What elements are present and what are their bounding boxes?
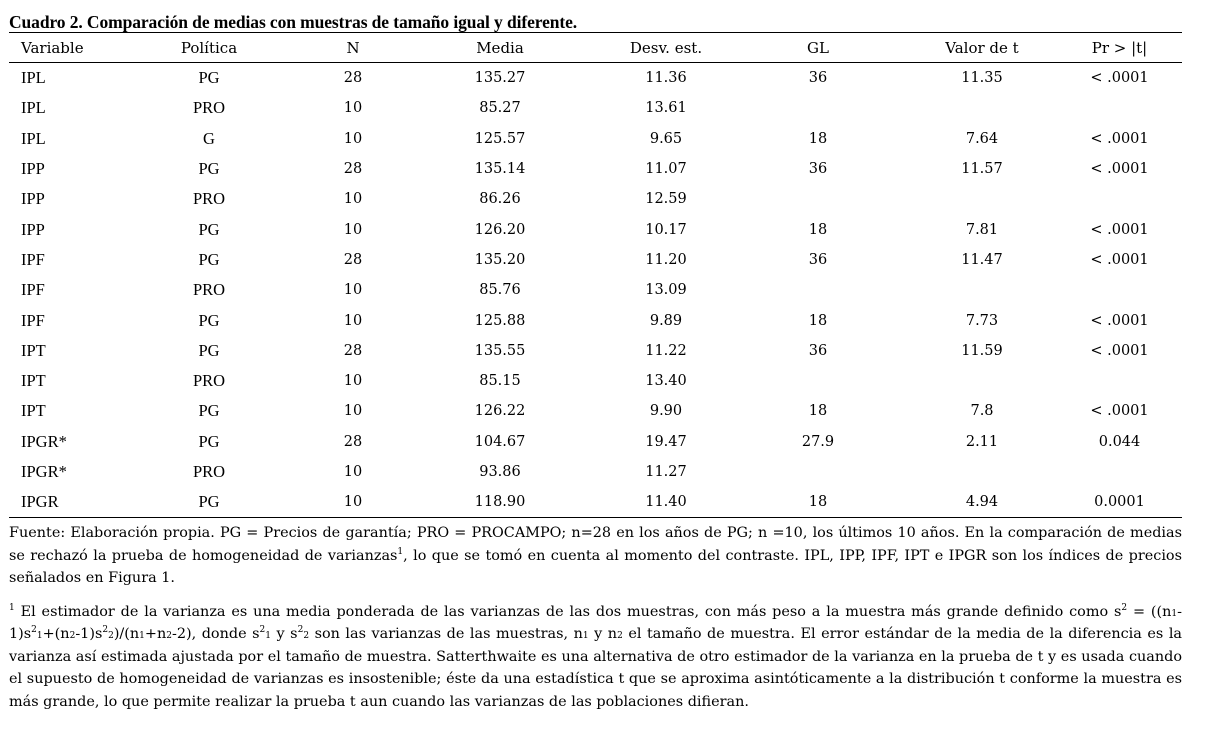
cell-pr-t: < .0001 <box>1090 403 1149 420</box>
cell-politica: PG <box>198 68 220 88</box>
cell-valor-t: 7.64 <box>965 130 999 147</box>
cell-valor-t <box>907 275 1057 305</box>
cell-desv-est: 11.20 <box>645 251 687 268</box>
cell-media: 125.57 <box>474 130 526 147</box>
cell-pr-t <box>1057 366 1182 396</box>
cell-desv-est: 19.47 <box>645 433 687 450</box>
cell-politica: PG <box>198 431 220 451</box>
cell-n: 28 <box>343 70 363 87</box>
fn-text: = ((n <box>1127 603 1172 620</box>
fn-sup: 2 <box>102 625 109 636</box>
col-header-n: N <box>309 33 397 63</box>
cell-gl: 18 <box>808 221 828 238</box>
cell-desv-est: 9.90 <box>649 403 683 420</box>
table-row <box>9 184 1182 214</box>
cell-desv-est: 10.17 <box>645 221 687 238</box>
table-row <box>9 305 1182 335</box>
cell-n: 28 <box>343 251 363 268</box>
cell-pr-t: < .0001 <box>1090 312 1149 329</box>
cell-variable: IPGR* <box>21 431 67 451</box>
cell-valor-t: 7.73 <box>965 312 999 329</box>
cell-n: 28 <box>343 342 363 359</box>
table-header-row <box>9 33 1182 63</box>
cell-media: 125.88 <box>474 312 526 329</box>
fn-sup: 2 <box>297 625 304 636</box>
cell-valor-t <box>907 366 1057 396</box>
table-row <box>9 124 1182 154</box>
fn-sub: 2 <box>108 631 114 642</box>
cell-pr-t: 0.0001 <box>1057 487 1182 518</box>
col-header-politica: Política <box>109 33 309 63</box>
cell-desv-est: 11.07 <box>645 161 687 178</box>
document <box>9 12 1182 713</box>
cell-gl: 36 <box>808 342 828 359</box>
table-row <box>9 154 1182 184</box>
cell-pr-t: < .0001 <box>1090 251 1149 268</box>
table-row <box>9 275 1182 305</box>
cell-pr-t: < .0001 <box>1090 70 1149 87</box>
fn-sub: 2 <box>69 631 76 642</box>
cell-valor-t: 7.8 <box>970 403 994 420</box>
cell-gl: 27.9 <box>801 433 835 450</box>
cell-media: 135.27 <box>474 70 526 87</box>
cell-pr-t: 0.044 <box>1098 433 1141 450</box>
footnote-1 <box>9 601 1182 714</box>
cell-gl <box>729 457 907 487</box>
cell-politica: PG <box>198 219 220 239</box>
cell-gl: 18 <box>729 487 907 518</box>
fn-sub: 1 <box>36 631 43 642</box>
fn-text: -2), donde s <box>171 626 260 643</box>
cell-desv-est: 13.61 <box>645 100 687 117</box>
col-header-gl: GL <box>729 33 907 63</box>
cell-valor-t: 7.81 <box>965 221 999 238</box>
cell-media: 126.22 <box>474 403 526 420</box>
footnote-ref-1: 1 <box>397 547 404 558</box>
cell-politica: PG <box>198 159 220 179</box>
cell-valor-t <box>907 93 1057 123</box>
table-row <box>9 366 1182 396</box>
cell-media: 135.55 <box>474 342 526 359</box>
cell-variable: IPF <box>21 310 45 330</box>
fn-text: y n <box>588 626 618 643</box>
cell-pr-t: < .0001 <box>1090 161 1149 178</box>
fn-sub: 1 <box>139 631 145 642</box>
cell-desv-est: 11.40 <box>603 487 729 518</box>
fn-text: el tamaño de muestra. El error estándar de la media de la diferencia es la varianza así estimada ajustada por el tamaño de muestra. Satterthwaite es una alternativa de otro estimador de la varianza en la prueba de t y es usada cuando el supuesto de homogeneidad de varianzas es insostenible; éste da una estadística t que se aproxima asintóticamente a la distribución t conforme la muestra es más grande, lo que permite realizar la prueba t aun cuando las varianzas de las poblaciones difieran. <box>9 626 1183 710</box>
cell-politica: PRO <box>192 280 226 300</box>
cell-n: 28 <box>343 433 363 450</box>
cell-media: 135.20 <box>474 251 526 268</box>
fn-sub: 1 <box>265 631 271 642</box>
cell-media: 118.90 <box>397 487 603 518</box>
cell-variable: IPT <box>21 371 46 391</box>
fn-text: )/(n <box>113 626 140 643</box>
table-row <box>9 214 1182 244</box>
cell-desv-est: 11.27 <box>645 464 687 480</box>
cell-pr-t: < .0001 <box>1090 221 1149 238</box>
cell-gl: 36 <box>808 70 828 87</box>
cell-variable: IPGR* <box>21 462 67 481</box>
cell-n: 10 <box>343 282 363 299</box>
cell-valor-t <box>907 457 1057 487</box>
cell-gl <box>729 366 907 396</box>
cell-gl <box>729 275 907 305</box>
means-comparison-table <box>9 32 1182 518</box>
cell-media: 85.15 <box>479 373 521 390</box>
cell-media: 86.26 <box>479 191 521 208</box>
fn-sub: 1 <box>582 631 589 642</box>
cell-politica: PRO <box>192 189 226 209</box>
fn-text: -1)s <box>9 603 1182 643</box>
cell-n: 10 <box>343 403 363 420</box>
cell-n: 10 <box>309 487 397 518</box>
cell-media: 104.67 <box>474 433 526 450</box>
fn-sub: 1 <box>1171 608 1178 619</box>
cell-politica: PG <box>109 487 309 518</box>
cell-n: 10 <box>343 221 363 238</box>
fn-text: y s <box>270 626 298 643</box>
cell-variable: IPT <box>21 401 46 421</box>
cell-n: 10 <box>343 100 363 117</box>
cell-variable: IPT <box>21 340 46 360</box>
cell-variable: IPGR <box>9 487 109 518</box>
cell-politica: PG <box>198 249 220 269</box>
cell-gl: 36 <box>808 161 828 178</box>
fn-sup: 2 <box>259 625 266 636</box>
cell-variable: IPL <box>21 128 46 148</box>
footnote-mark: 1 <box>9 603 15 614</box>
cell-media: 135.14 <box>474 161 526 178</box>
fn-text: El estimador de la varianza es una media ponderada de las varianzas de las dos muestras, con más peso a la muestra más grande definido como s <box>14 603 1122 620</box>
cell-gl <box>729 93 907 123</box>
cell-media: 85.76 <box>479 282 521 299</box>
table-row <box>9 457 1182 487</box>
col-header-desv-est: Desv. est. <box>603 33 729 63</box>
cell-gl: 36 <box>808 251 828 268</box>
table-row <box>9 487 1182 518</box>
table-title: Cuadro 2. Comparación de medias con muestras de tamaño igual y diferente. <box>9 12 578 32</box>
cell-desv-est: 9.89 <box>649 312 683 329</box>
fn-sup: 2 <box>31 625 37 636</box>
col-header-variable: Variable <box>9 33 109 63</box>
cell-pr-t: < .0001 <box>1090 342 1149 359</box>
cell-pr-t <box>1057 275 1182 305</box>
fn-sub: 2 <box>303 631 310 642</box>
table-row <box>9 93 1182 123</box>
table-row <box>9 336 1182 366</box>
cell-valor-t: 4.94 <box>907 487 1057 518</box>
fn-text: +n <box>144 626 167 643</box>
cell-desv-est: 13.40 <box>645 373 687 390</box>
fn-text: -1)s <box>75 626 103 643</box>
source-note-text-2: , lo que se tomó en cuenta al momento del contraste. IPL, IPP, IPF, IPT e IPGR son los índices de precios señalados en Figura 1. <box>9 547 1182 587</box>
cell-valor-t: 2.11 <box>965 433 999 450</box>
cell-desv-est: 11.22 <box>645 342 687 359</box>
cell-desv-est: 9.65 <box>649 130 683 147</box>
source-note-text-1: Fuente: Elaboración propia. PG = Precios de garantía; PRO = PROCAMPO; n=28 en los años de PG; n =10, los últimos 10 años. En la comparación de medias se rechazó la prueba de homogeneidad de varianzas <box>9 525 1182 564</box>
cell-gl: 18 <box>808 403 828 420</box>
cell-desv-est: 12.59 <box>645 191 687 208</box>
cell-gl <box>729 184 907 214</box>
cell-n: 10 <box>343 464 363 480</box>
cell-variable: IPP <box>21 219 45 239</box>
cell-valor-t: 11.59 <box>961 342 1003 359</box>
table-body <box>9 63 1182 518</box>
cell-politica: PRO <box>192 371 226 391</box>
cell-politica: PG <box>198 401 220 421</box>
cell-pr-t: < .0001 <box>1090 130 1149 147</box>
cell-variable: IPP <box>21 189 45 209</box>
cell-gl: 18 <box>808 312 828 329</box>
cell-politica: PRO <box>192 98 226 118</box>
col-header-valor-t: Valor de t <box>907 33 1057 63</box>
cell-n: 10 <box>343 373 363 390</box>
fn-sup: 2 <box>1121 603 1128 614</box>
cell-valor-t: 11.57 <box>961 161 1003 178</box>
table-row <box>9 245 1182 275</box>
cell-pr-t <box>1057 93 1182 123</box>
cell-variable: IPP <box>21 159 45 179</box>
cell-politica: G <box>203 128 215 148</box>
cell-gl: 18 <box>808 130 828 147</box>
col-header-pr-t: Pr > |t| <box>1057 33 1182 63</box>
cell-variable: IPF <box>21 280 45 300</box>
fn-sub: 2 <box>166 631 172 642</box>
cell-variable: IPL <box>21 68 46 88</box>
cell-variable: IPL <box>21 98 46 118</box>
cell-politica: PRO <box>192 462 226 481</box>
cell-media: 93.86 <box>479 464 521 480</box>
cell-desv-est: 13.09 <box>645 282 687 299</box>
table-row <box>9 396 1182 426</box>
cell-pr-t <box>1057 457 1182 487</box>
fn-sub: 2 <box>617 631 623 642</box>
cell-n: 10 <box>343 312 363 329</box>
cell-pr-t <box>1057 184 1182 214</box>
fn-text: son las varianzas de las muestras, n <box>309 626 583 643</box>
cell-valor-t: 11.47 <box>961 251 1003 268</box>
source-note <box>9 522 1182 590</box>
fn-text: +(n <box>42 626 70 643</box>
cell-valor-t: 11.35 <box>961 70 1003 87</box>
cell-valor-t <box>907 184 1057 214</box>
notes <box>9 522 1182 713</box>
cell-politica: PG <box>198 310 220 330</box>
table-row <box>9 63 1182 94</box>
col-header-media: Media <box>397 33 603 63</box>
table-row <box>9 427 1182 457</box>
cell-n: 28 <box>343 161 363 178</box>
cell-media: 126.20 <box>474 221 526 238</box>
cell-politica: PG <box>198 340 220 360</box>
cell-desv-est: 11.36 <box>645 70 687 87</box>
cell-media: 85.27 <box>479 100 521 117</box>
cell-n: 10 <box>343 130 363 147</box>
cell-variable: IPF <box>21 249 45 269</box>
cell-n: 10 <box>343 191 363 208</box>
